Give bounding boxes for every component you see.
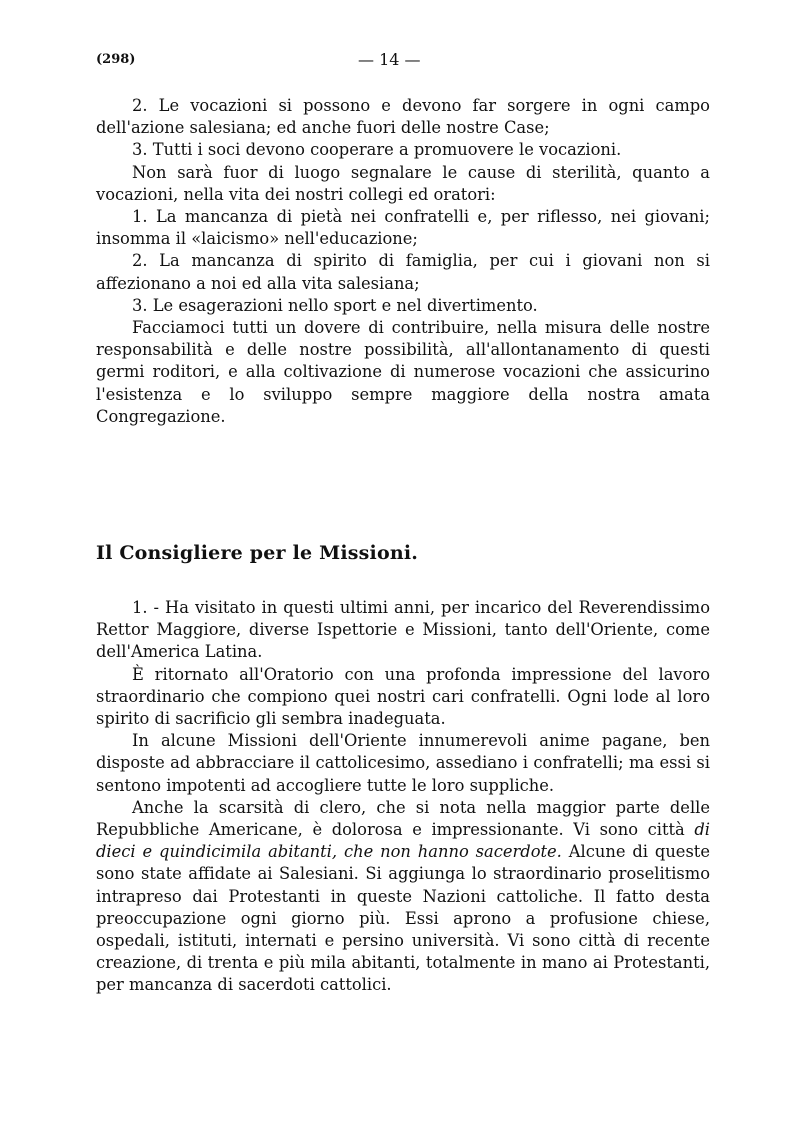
paragraph: 3. Le esagerazioni nello sport e nel divertimento. [132, 295, 538, 315]
paragraph: Facciamoci tutti un dovere di contribuire, nella misura delle nostre responsabilità e delle nostre possibilità, all'allontanamento di questi germi roditori, e alla coltivazione di numerose vocazioni che assicurino l'esistenza e lo sviluppo sempre maggiore della nostra amata Congregazione. [96, 318, 710, 426]
paragraph: Non sarà fuor di luogo segnalare le cause di sterilità, quanto a vocazioni, nella vita dei nostri collegi ed oratori: [96, 162, 710, 204]
paragraph: In alcune Missioni dell'Oriente innumerevoli anime pagane, ben disposte ad abbracciare il cattolicesimo, assediano i confratelli; ma essi si sentono impotenti ad accogliere tutte le loro suppliche. [96, 731, 710, 795]
paragraph: 1. - Ha visitato in questi ultimi anni, per incarico del Reverendissimo Rettor Maggiore, diverse Ispettorie e Missioni, tanto dell'Oriente, come dell'America Latina. [96, 598, 710, 662]
document-reference: (298) [96, 52, 136, 67]
italic-phrase: di dieci e quindicimila abitanti, che non hanno sacerdote. [96, 820, 710, 862]
page-header [96, 50, 716, 74]
paragraph: 3. Tutti i soci devono cooperare a promuovere le vocazioni. [132, 140, 622, 160]
paragraph: 2. La mancanza di spirito di famiglia, per cui i giovani non si affezionano a noi ed alla vita salesiana; [96, 251, 710, 293]
paragraph: 1. La mancanza di pietà nei confratelli e, per riflesso, nei giovani; insomma il «laicismo» nell'educazione; [96, 207, 710, 249]
paragraph-text: Alcune di queste sono state affidate ai Salesiani. Si aggiunga lo straordinario proselitismo intrapreso dai Protestanti in queste Nazioni cattoliche. Il fatto desta preoccupazione ogni giorno più. Essi aprono a profusione chiese, ospedali, istituti, internati e persino università. Vi sono città di recente creazione, di trenta e più mila abitanti, totalmente in mano ai Protestanti, per mancanza di sacerdoti cattolici. [96, 842, 710, 995]
text-block-vocazioni [96, 95, 710, 428]
paragraph: È ritornato all'Oratorio con una profonda impressione del lavoro straordinario che compiono quei nostri cari confratelli. Ogni lode al loro spirito di sacrificio gli sembra inadeguata. [96, 664, 710, 729]
paragraph: 2. Le vocazioni si possono e devono far sorgere in ogni campo dell'azione salesiana; ed anche fuori delle nostre Case; [96, 96, 710, 138]
section-heading: Il Consigliere per le Missioni. [96, 542, 419, 564]
page-number: — 14 — [358, 50, 421, 69]
paragraph-text: Anche la scarsità di clero, che si nota nella maggior parte delle Repubbliche Americane, è dolorosa e impressionante. Vi sono città [96, 797, 710, 840]
text-block-missioni [96, 597, 710, 997]
paragraph [96, 797, 710, 997]
